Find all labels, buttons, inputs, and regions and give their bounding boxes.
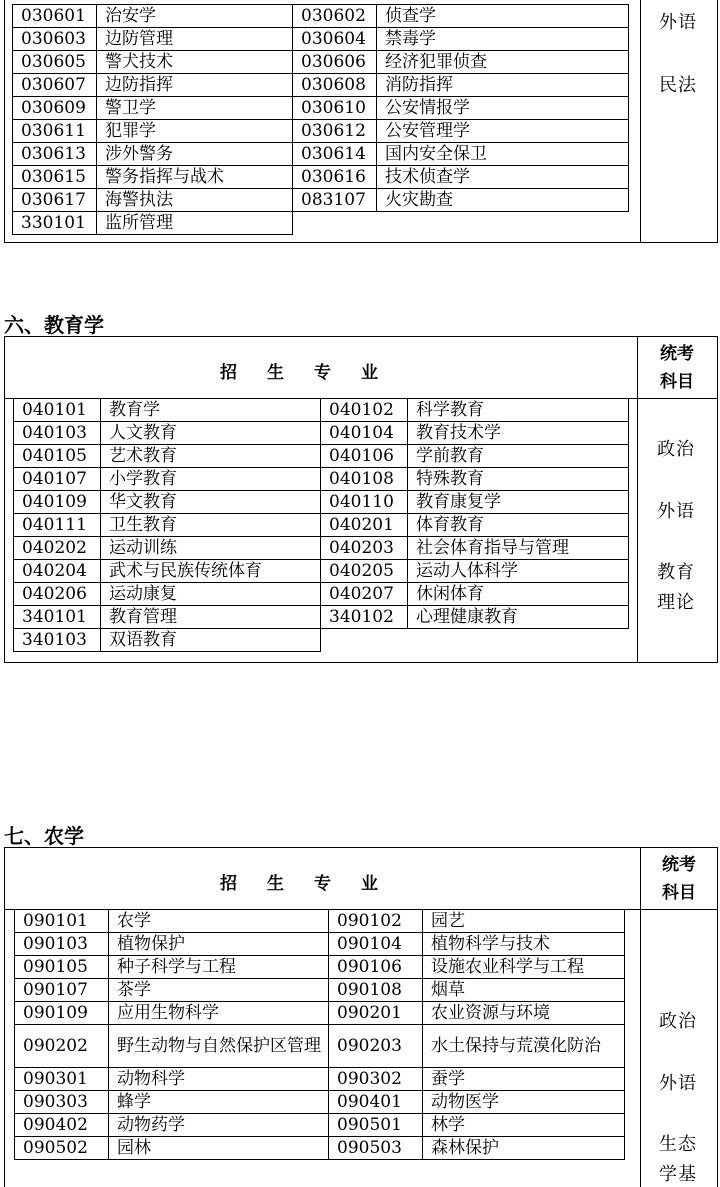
major-code: 030610 [293, 97, 377, 120]
major-code: 090302 [329, 1068, 423, 1091]
major-code: 083107 [293, 189, 377, 212]
major-code: 090202 [15, 1025, 109, 1068]
major-name: 警卫学 [97, 97, 293, 120]
major-name: 小学教育 [101, 468, 321, 491]
major-code: 040206 [14, 583, 101, 606]
major-code: 090105 [15, 956, 109, 979]
table-row [15, 956, 625, 979]
section7-major-table [14, 909, 625, 1160]
major-code: 090101 [15, 910, 109, 933]
major-code: 030607 [13, 74, 97, 97]
major-name: 种子科学与工程 [109, 956, 329, 979]
exam-header-line2: 科目 [662, 883, 696, 903]
major-name: 运动康复 [101, 583, 321, 606]
table-row [15, 933, 625, 956]
exam-header-line1: 统考 [660, 344, 694, 364]
table-row [13, 97, 629, 120]
major-name: 休闲体育 [408, 583, 629, 606]
major-name: 公安管理学 [377, 120, 629, 143]
major-code: 090502 [15, 1137, 109, 1160]
major-code: 030616 [293, 166, 377, 189]
major-code: 340102 [321, 606, 408, 629]
major-name: 植物科学与技术 [423, 933, 625, 956]
major-code: 030617 [13, 189, 97, 212]
major-name: 应用生物科学 [109, 1002, 329, 1025]
major-name: 警犬技术 [97, 51, 293, 74]
section7-subject-basics: 学基 [659, 1164, 697, 1185]
section5-subject-divider [640, 0, 641, 243]
major-code: 040101 [14, 399, 101, 422]
section7-subject-ecology: 生态 [659, 1134, 697, 1155]
major-code: 030612 [293, 120, 377, 143]
major-name: 国内安全保卫 [377, 143, 629, 166]
major-code: 030608 [293, 74, 377, 97]
major-name: 科学教育 [408, 399, 629, 422]
major-code: 030613 [13, 143, 97, 166]
major-code: 040105 [14, 445, 101, 468]
exam-header-line1: 统考 [662, 855, 696, 875]
table-row [14, 399, 629, 422]
major-code: 090106 [329, 956, 423, 979]
major-code: 040107 [14, 468, 101, 491]
major-name: 边防指挥 [97, 74, 293, 97]
major-code: 330101 [13, 212, 97, 235]
major-name: 海警执法 [97, 189, 293, 212]
major-name: 教育技术学 [408, 422, 629, 445]
table-row [14, 514, 629, 537]
major-code: 090203 [329, 1025, 423, 1068]
major-name: 武术与民族传统体育 [101, 560, 321, 583]
major-code: 040207 [321, 583, 408, 606]
section7-exam-header [642, 851, 716, 907]
major-name: 园林 [109, 1137, 329, 1160]
major-code: 090301 [15, 1068, 109, 1091]
major-name: 教育管理 [101, 606, 321, 629]
major-name: 犯罪学 [97, 120, 293, 143]
major-name: 动物科学 [109, 1068, 329, 1091]
major-name: 侦查学 [377, 5, 629, 28]
major-code: 030609 [13, 97, 97, 120]
table-row [14, 468, 629, 491]
table-row [14, 537, 629, 560]
major-code: 030615 [13, 166, 97, 189]
major-code: 090103 [15, 933, 109, 956]
major-code: 040109 [14, 491, 101, 514]
major-name: 设施农业科学与工程 [423, 956, 625, 979]
major-code: 040102 [321, 399, 408, 422]
major-name: 水土保持与荒漠化防治 [423, 1025, 625, 1068]
table-row [14, 422, 629, 445]
major-code: 030601 [13, 5, 97, 28]
section7-subject-divider [640, 847, 641, 1187]
major-code: 030604 [293, 28, 377, 51]
section6-subject-foreign-language: 外语 [657, 501, 695, 522]
major-code: 040202 [14, 537, 101, 560]
table-row [15, 979, 625, 1002]
section6-heading: 六、教育学 [4, 313, 104, 337]
section7-subject-politics: 政治 [659, 1011, 697, 1032]
major-name: 体育教育 [408, 514, 629, 537]
section5-subject-civil-law: 民法 [659, 75, 697, 96]
major-code: 040108 [321, 468, 408, 491]
table-row [13, 212, 629, 235]
major-code: 090104 [329, 933, 423, 956]
section6-subject-politics: 政治 [657, 439, 695, 460]
major-name: 森林保护 [423, 1137, 625, 1160]
major-code: 090501 [329, 1114, 423, 1137]
major-name: 监所管理 [97, 212, 293, 235]
table-row [15, 1091, 625, 1114]
major-name: 涉外警务 [97, 143, 293, 166]
major-name: 火灾勘查 [377, 189, 629, 212]
table-row [15, 1137, 625, 1160]
major-name: 治安学 [97, 5, 293, 28]
table-row [14, 560, 629, 583]
table-row [15, 1068, 625, 1091]
major-name: 双语教育 [101, 629, 321, 652]
major-code: 040103 [14, 422, 101, 445]
major-code: 090201 [329, 1002, 423, 1025]
empty-cell [321, 629, 629, 652]
major-name: 野生动物与自然保护区管理 [109, 1025, 329, 1068]
section6-exam-header [640, 340, 714, 396]
major-name: 警务指挥与战术 [97, 166, 293, 189]
major-name: 农学 [109, 910, 329, 933]
major-name: 特殊教育 [408, 468, 629, 491]
section6-subject-divider [637, 336, 638, 663]
major-code: 040203 [321, 537, 408, 560]
major-code: 030605 [13, 51, 97, 74]
table-row [15, 910, 625, 933]
table-row [13, 74, 629, 97]
section7-subject-foreign-language: 外语 [659, 1073, 697, 1094]
section6-header-label: 招生专业 [220, 363, 408, 383]
table-row [13, 51, 629, 74]
major-name: 蚕学 [423, 1068, 625, 1091]
section5-subject-foreign-language: 外语 [659, 12, 697, 33]
major-name: 消防指挥 [377, 74, 629, 97]
major-code: 040205 [321, 560, 408, 583]
major-code: 040106 [321, 445, 408, 468]
major-name: 人文教育 [101, 422, 321, 445]
major-code: 040201 [321, 514, 408, 537]
major-code: 040104 [321, 422, 408, 445]
major-code: 340103 [14, 629, 101, 652]
major-name: 教育学 [101, 399, 321, 422]
major-name: 卫生教育 [101, 514, 321, 537]
major-code: 090402 [15, 1114, 109, 1137]
table-row [13, 143, 629, 166]
major-code: 030606 [293, 51, 377, 74]
major-code: 090503 [329, 1137, 423, 1160]
table-row [13, 28, 629, 51]
major-code: 040111 [14, 514, 101, 537]
major-name: 蜂学 [109, 1091, 329, 1114]
empty-cell [293, 212, 629, 235]
table-row [13, 5, 629, 28]
table-row [15, 1025, 625, 1068]
major-name: 公安情报学 [377, 97, 629, 120]
section6-subject-theory: 理论 [657, 592, 695, 613]
table-row [13, 120, 629, 143]
major-name: 教育康复学 [408, 491, 629, 514]
section7-heading: 七、农学 [4, 824, 84, 848]
major-name: 植物保护 [109, 933, 329, 956]
major-code: 030603 [13, 28, 97, 51]
table-row [14, 445, 629, 468]
major-name: 社会体育指导与管理 [408, 537, 629, 560]
table-row [15, 1114, 625, 1137]
table-row [13, 189, 629, 212]
major-name: 园艺 [423, 910, 625, 933]
major-name: 技术侦查学 [377, 166, 629, 189]
major-name: 运动训练 [101, 537, 321, 560]
major-name: 艺术教育 [101, 445, 321, 468]
major-code: 030611 [13, 120, 97, 143]
section6-major-table [13, 398, 629, 652]
major-name: 边防管理 [97, 28, 293, 51]
major-name: 农业资源与环境 [423, 1002, 625, 1025]
major-code: 030602 [293, 5, 377, 28]
table-row [14, 629, 629, 652]
major-code: 090102 [329, 910, 423, 933]
major-name: 林学 [423, 1114, 625, 1137]
major-code: 090109 [15, 1002, 109, 1025]
major-name: 烟草 [423, 979, 625, 1002]
major-name: 动物药学 [109, 1114, 329, 1137]
major-code: 090401 [329, 1091, 423, 1114]
major-name: 心理健康教育 [408, 606, 629, 629]
table-row [15, 1002, 625, 1025]
major-name: 茶学 [109, 979, 329, 1002]
major-name: 禁毒学 [377, 28, 629, 51]
major-code: 340101 [14, 606, 101, 629]
major-name: 动物医学 [423, 1091, 625, 1114]
section6-subject-education: 教育 [657, 562, 695, 583]
major-code: 090303 [15, 1091, 109, 1114]
major-code: 030614 [293, 143, 377, 166]
major-name: 运动人体科学 [408, 560, 629, 583]
table-row [14, 606, 629, 629]
section7-header-label: 招生专业 [220, 874, 408, 894]
major-code: 090107 [15, 979, 109, 1002]
table-row [14, 491, 629, 514]
major-code: 090108 [329, 979, 423, 1002]
major-name: 华文教育 [101, 491, 321, 514]
exam-header-line2: 科目 [660, 372, 694, 392]
table-row [14, 583, 629, 606]
section5-major-table [12, 4, 629, 235]
major-name: 学前教育 [408, 445, 629, 468]
table-row [13, 166, 629, 189]
major-code: 040204 [14, 560, 101, 583]
major-name: 经济犯罪侦查 [377, 51, 629, 74]
major-code: 040110 [321, 491, 408, 514]
